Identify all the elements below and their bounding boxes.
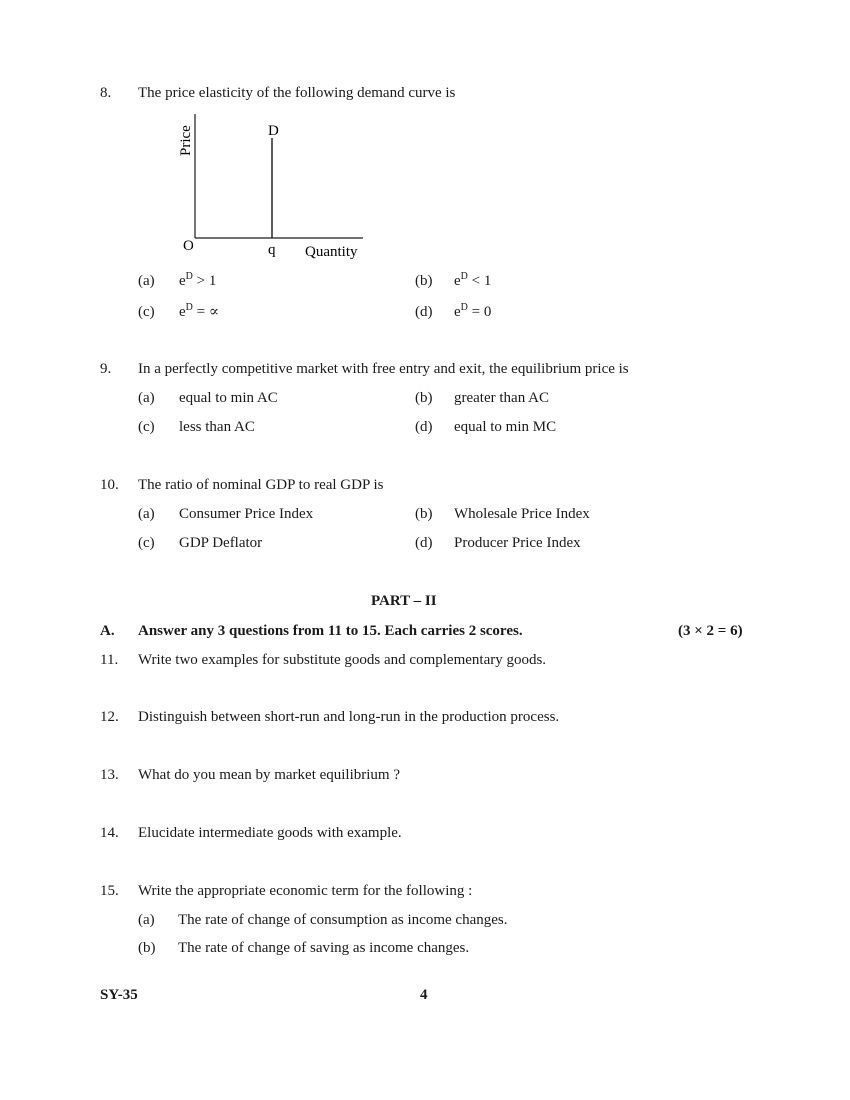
q8-option-b-label: (b) <box>415 273 433 289</box>
q8-option-b: $e^D < 1$ <box>454 271 492 289</box>
q9-option-a: equal to min AC <box>179 390 278 406</box>
q9-text: In a perfectly competitive market with free entry and exit, the equilibrium price is <box>138 361 629 377</box>
q15-number: 15. <box>100 883 119 899</box>
q9-option-b: greater than AC <box>454 390 549 406</box>
q12-number: 12. <box>100 709 119 725</box>
x-axis-label: Quantity <box>305 244 358 260</box>
q10-option-a: Consumer Price Index <box>179 506 314 522</box>
q10-option-c-label: (c) <box>138 535 155 551</box>
page-number: 4 <box>420 987 428 1003</box>
q12-text: Distinguish between short-run and long-run in the production process. <box>138 709 560 725</box>
q15-option-a-label: (a) <box>138 912 155 928</box>
section-a-instruction: Answer any 3 questions from 11 to 15. Each carries 2 scores. <box>138 623 523 639</box>
q9-option-a-label: (a) <box>138 390 155 406</box>
q8-option-a-label: (a) <box>138 273 155 289</box>
q11-number: 11. <box>100 652 119 668</box>
q15-option-b: The rate of change of saving as income changes. <box>178 940 470 956</box>
q8-option-d: $e^D = 0$ <box>454 302 492 320</box>
q10-number: 10. <box>100 477 119 493</box>
q14-number: 14. <box>100 825 119 841</box>
y-axis-label: Price <box>178 125 194 156</box>
q9-number: 9. <box>100 361 112 377</box>
q-label: q <box>268 242 276 258</box>
q13-number: 13. <box>100 767 119 783</box>
q13-text: What do you mean by market equilibrium ? <box>138 767 401 783</box>
q11-text: Write two examples for substitute goods and complementary goods. <box>138 652 547 668</box>
q10-text: The ratio of nominal GDP to real GDP is <box>138 477 384 493</box>
q8-number: 8. <box>100 85 112 101</box>
footer-code: SY-35 <box>100 987 138 1003</box>
q10-option-b-label: (b) <box>415 506 433 522</box>
q9-option-c: less than AC <box>179 419 255 435</box>
q15-option-a: The rate of change of consumption as income changes. <box>178 912 508 928</box>
q15-option-b-label: (b) <box>138 940 156 956</box>
section-a-marks: (3 × 2 = 6) <box>678 623 743 639</box>
section-a-letter: A. <box>100 623 115 639</box>
q14-text: Elucidate intermediate goods with example. <box>138 825 402 841</box>
q10-option-d: Producer Price Index <box>454 535 581 551</box>
q10-option-c: GDP Deflator <box>179 535 263 551</box>
q15-text: Write the appropriate economic term for the following : <box>138 883 473 899</box>
curve-label: D <box>268 123 279 139</box>
q9-option-b-label: (b) <box>415 390 433 406</box>
q8-option-d-label: (d) <box>415 304 433 320</box>
q10-option-d-label: (d) <box>415 535 433 551</box>
q10-option-b: Wholesale Price Index <box>454 506 590 522</box>
part2-heading: PART – II <box>371 593 437 609</box>
q8-option-a: $e^D > 1$ <box>179 271 217 289</box>
demand-curve-graph <box>170 110 380 265</box>
origin-label: O <box>183 238 194 254</box>
q8-text: The price elasticity of the following demand curve is <box>138 85 456 101</box>
q8-option-c: $e^D$ = ∝ <box>179 302 220 320</box>
q10-option-a-label: (a) <box>138 506 155 522</box>
q9-option-c-label: (c) <box>138 419 155 435</box>
q8-option-c-label: (c) <box>138 304 155 320</box>
q9-option-d: equal to min MC <box>454 419 557 435</box>
q9-option-d-label: (d) <box>415 419 433 435</box>
